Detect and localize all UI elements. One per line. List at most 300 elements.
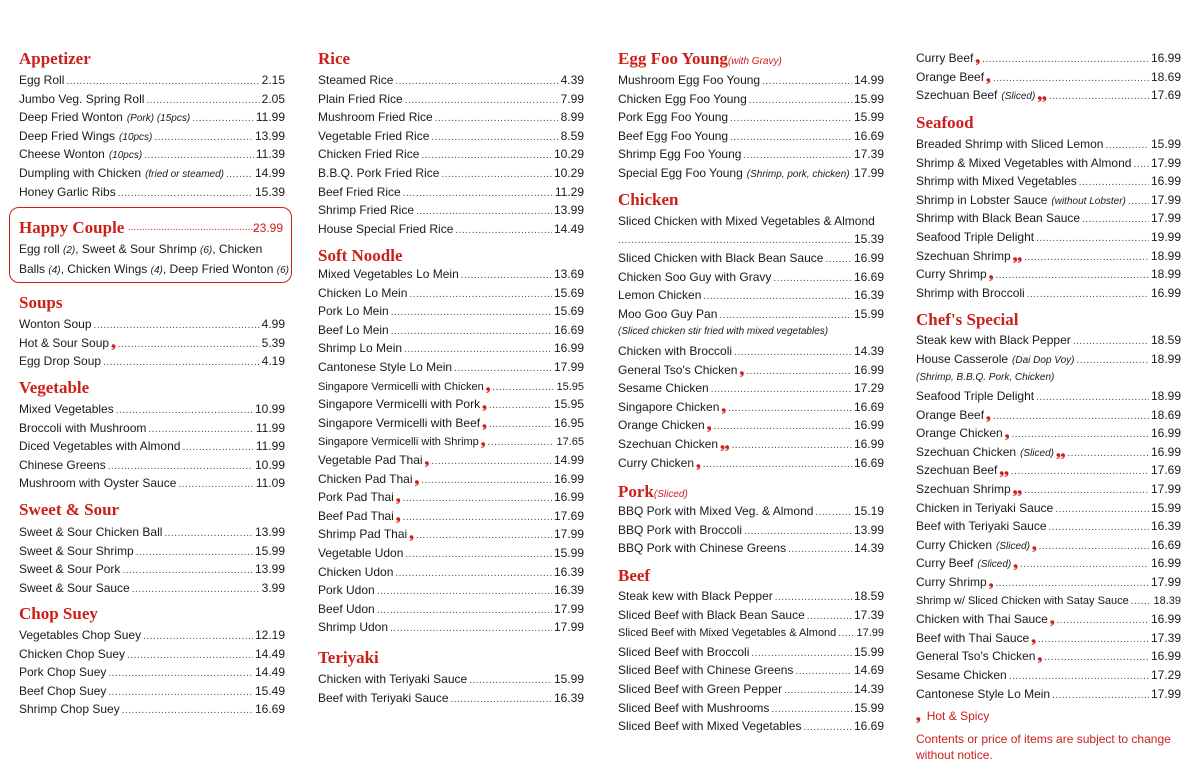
menu-item: [618, 681, 884, 699]
menu-item-price: 17.99: [553, 601, 584, 616]
menu-item: [916, 266, 1181, 284]
leader-dots: [743, 148, 852, 164]
menu-item-price: 5.39: [261, 335, 285, 350]
menu-item-name: Shrimp Fried Rice: [318, 203, 415, 218]
leader-dots: [703, 457, 852, 473]
chili-pepper-icon: ❟: [395, 490, 401, 505]
menu-item-name: Sesame Chicken: [916, 668, 1007, 682]
leader-dots: [795, 664, 852, 680]
menu-item-price: 15.99: [853, 306, 884, 321]
leader-dots: [469, 673, 552, 689]
menu-item-name: Breaded Shrimp with Sliced Lemon: [916, 137, 1104, 151]
chili-pepper-icon: ❟: [988, 267, 994, 282]
leader-dots: [416, 204, 552, 220]
leader-dots: [122, 703, 253, 719]
double-chili-pepper-icon: ❟❟: [1037, 88, 1047, 103]
menu-item-name: Mixed Vegetables: [19, 402, 114, 416]
menu-item-note: (Shrimp, pork, chicken): [746, 169, 850, 180]
leader-dots: [122, 563, 253, 579]
menu-item-price: 16.99: [1150, 444, 1181, 459]
menu-item-note: (Sliced): [1001, 91, 1036, 103]
menu-item-price: 16.99: [553, 341, 584, 356]
leader-dots: [1052, 688, 1149, 704]
leader-dots: [771, 702, 852, 718]
menu-item-name: Steak kew with Black Pepper: [618, 589, 773, 603]
menu-item-name: Chinese Greens: [19, 457, 106, 472]
menu-item: [19, 701, 285, 719]
leader-dots: [403, 491, 552, 507]
leader-dots: [377, 603, 552, 619]
menu-item-price: 16.39: [853, 288, 884, 303]
menu-item: [318, 109, 584, 127]
leader-dots: [784, 683, 852, 699]
leader-dots: [489, 398, 552, 414]
leader-dots: [226, 167, 253, 183]
chili-pepper-icon: ❟: [111, 335, 116, 350]
menu-item-name: Singapore Vermicelli with Chicken: [318, 380, 484, 393]
menu-item-price: 13.99: [553, 203, 584, 218]
menu-item: [916, 667, 1181, 685]
leader-dots: [1044, 650, 1149, 666]
menu-item-name: Sliced Beef with Mixed Vegetables: [618, 719, 802, 734]
leader-dots: [982, 52, 1149, 68]
leader-dots: [103, 355, 260, 371]
menu-item-price: 16.39: [553, 583, 584, 598]
chili-pepper-icon: ❟: [1004, 426, 1010, 441]
menu-item: [916, 285, 1181, 303]
menu-item: [318, 91, 584, 109]
menu-item-name: Chicken with Thai Sauce: [916, 612, 1048, 627]
menu-item-name: Sweet & Sour Shrimp: [19, 543, 134, 558]
leader-dots: [807, 609, 852, 625]
menu-item-price: 11.99: [255, 420, 285, 435]
menu-item: [916, 555, 1181, 573]
menu-item: [318, 564, 584, 582]
leader-dots: [1079, 175, 1149, 191]
leader-dots: [431, 454, 552, 470]
menu-item-price: 17.99: [853, 166, 884, 180]
menu-item-price: 16.95: [553, 415, 584, 430]
menu-item-price: 16.39: [553, 564, 584, 579]
menu-item-name: Cheese Wonton: [19, 147, 105, 162]
menu-item-price: 17.99: [1150, 211, 1181, 226]
menu-item-name: Orange Chicken: [916, 426, 1003, 441]
menu-item-price: 16.69: [853, 128, 884, 143]
menu-item: [318, 601, 584, 619]
double-chili-pepper-icon: ❟❟: [1055, 444, 1066, 459]
menu-item-price: 16.69: [853, 455, 884, 470]
menu-item-name: Vegetable Pad Thai: [318, 453, 423, 467]
menu-item-price: 15.19: [853, 504, 884, 518]
menu-item-name: Shrimp Udon: [318, 620, 389, 635]
menu-item: [618, 72, 884, 90]
menu-item: [916, 192, 1181, 210]
menu-item: [318, 378, 584, 396]
leader-dots: [488, 435, 555, 451]
menu-item-price: 15.99: [254, 543, 285, 558]
menu-item-price: 16.69: [254, 702, 285, 717]
menu-item-price: 8.99: [560, 110, 584, 125]
menu-item-price: 12.19: [254, 628, 285, 642]
menu-item-name: Chicken in Teriyaki Sauce: [916, 500, 1054, 515]
leader-dots: [391, 305, 552, 321]
menu-item-price: 11.39: [255, 147, 285, 162]
menu-item-name: Cantonese Style Lo Mein: [318, 360, 453, 374]
menu-item-price: 16.39: [553, 690, 584, 705]
menu-item-name: Shrimp Egg Foo Young: [618, 147, 742, 162]
menu-item-name: Chicken Egg Foo Young: [618, 91, 747, 106]
menu-item: [19, 165, 285, 183]
menu-item-name: Honey Garlic Ribs: [19, 184, 116, 199]
leader-dots: [421, 148, 552, 164]
menu-item-price: 15.99: [553, 672, 584, 686]
menu-item-price: 16.99: [853, 418, 884, 433]
menu-item: [318, 619, 584, 637]
menu-item-name: Shrimp Pad Thai: [318, 527, 408, 542]
leader-dots: [404, 342, 552, 358]
menu-item-price: 18.99: [1150, 351, 1181, 366]
menu-item: [318, 545, 584, 563]
leader-dots: [1036, 231, 1149, 247]
menu-item: [19, 580, 285, 598]
menu-item-name: Beef with Teriyaki Sauce: [916, 519, 1047, 534]
menu-item-name: BBQ Pork with Mixed Veg. & Almond: [618, 504, 814, 518]
chili-pepper-icon: ❟: [1013, 556, 1018, 571]
leader-dots: [993, 409, 1149, 425]
menu-item-name: Deep Fried Wonton: [19, 110, 123, 125]
menu-item-name: Beef Egg Foo Young: [618, 128, 729, 143]
menu-item-price: 17.39: [1150, 630, 1181, 645]
menu-item-price: 3.99: [261, 580, 285, 595]
menu-item-price: 17.69: [553, 508, 584, 523]
menu-item-name: Singapore Vermicelli with Beef: [318, 415, 481, 430]
leader-dots: [1049, 89, 1149, 105]
menu-item-price: 18.69: [1150, 407, 1181, 422]
menu-item: [318, 508, 584, 526]
leader-dots: [416, 528, 552, 544]
menu-item: [916, 444, 1181, 462]
menu-item-name: Orange Beef: [916, 69, 985, 84]
menu-item-name: Sliced Beef with Black Bean Sauce: [618, 607, 805, 622]
menu-item: [19, 401, 285, 419]
menu-item-price: 14.39: [853, 344, 884, 358]
section-title: Teriyaki: [318, 648, 379, 667]
menu-item-name: B.B.Q. Pork Fried Rice: [318, 166, 440, 180]
leader-dots: [118, 337, 260, 353]
menu-item: [318, 184, 584, 202]
leader-dots: [751, 646, 852, 662]
menu-item: [618, 662, 884, 680]
menu-item: [19, 353, 285, 371]
menu-item: [618, 165, 884, 183]
menu-item: [19, 524, 285, 542]
menu-item-name: Singapore Vermicelli with Shrimp: [318, 436, 479, 449]
leader-dots: [730, 111, 852, 127]
menu-item: [318, 471, 584, 489]
menu-item: [318, 303, 584, 321]
menu-item-name: Mushroom Fried Rice: [318, 110, 433, 125]
menu-item-note: (Sliced): [996, 540, 1030, 552]
menu-item-price: 18.39: [1153, 594, 1181, 607]
menu-item-name: Deep Fried Wings: [19, 128, 116, 143]
menu-item: [19, 146, 285, 164]
menu-item-price: 7.99: [560, 91, 584, 106]
menu-item-note: (10pcs): [108, 150, 143, 162]
leader-dots: [1038, 632, 1149, 648]
menu-item: [618, 718, 884, 736]
menu-item: [618, 625, 884, 642]
happy-couple-title: Happy Couple: [19, 218, 125, 237]
double-chili-pepper-icon: ❟❟: [1012, 248, 1023, 263]
menu-item-price: 4.99: [261, 317, 285, 331]
menu-item: [19, 335, 285, 353]
menu-item: [19, 475, 285, 493]
chili-pepper-icon: ❟: [482, 415, 487, 430]
menu-item-price: 17.39: [853, 607, 884, 622]
menu-item: [19, 627, 285, 645]
menu-item-name: Chicken Chop Suey: [19, 646, 126, 661]
menu-item-name: Egg Drop Soup: [19, 354, 102, 369]
menu-item: [916, 481, 1181, 499]
menu-item-price: 16.99: [553, 471, 584, 486]
menu-item-name: Singapore Chicken: [618, 399, 720, 414]
leader-dots: [1049, 520, 1149, 536]
leader-dots: [838, 626, 854, 642]
leader-dots: [1131, 594, 1152, 610]
menu-item: [318, 433, 584, 451]
menu-item-price: 17.69: [1150, 463, 1181, 478]
menu-item-price: 14.49: [254, 665, 285, 680]
menu-item: [916, 388, 1181, 406]
menu-item-name: Sliced Beef with Broccoli: [618, 644, 750, 659]
menu-item-price: 4.39: [560, 73, 584, 87]
leader-dots: [1067, 446, 1149, 462]
menu-item: [618, 109, 884, 127]
menu-item-name: General Tso's Chicken: [618, 362, 738, 377]
menu-item-name: Szechuan Beef: [916, 88, 998, 103]
menu-item-price: 17.29: [1150, 668, 1181, 682]
menu-item-price: 13.99: [254, 525, 285, 539]
menu-item-price: 2.05: [261, 91, 285, 106]
menu-item: [916, 500, 1181, 518]
menu-item: [318, 322, 584, 340]
leader-dots: [390, 621, 552, 637]
menu-item-price: 14.69: [853, 663, 884, 678]
menu-item-price: 17.99: [856, 627, 884, 640]
menu-item-name: Beef with Thai Sauce: [916, 630, 1030, 645]
leader-dots: [1039, 539, 1149, 555]
section-title: Chicken: [618, 190, 679, 209]
leader-dots: [1076, 353, 1148, 369]
menu-item-price: 16.99: [1150, 649, 1181, 664]
leader-dots: [405, 93, 559, 109]
menu-item-price: 17.65: [556, 436, 584, 449]
menu-item-name: Curry Beef: [916, 556, 974, 571]
menu-item: [916, 537, 1181, 555]
menu-item-name: Beef Pad Thai: [318, 508, 394, 523]
menu-item: [318, 285, 584, 303]
section-subtitle: (with Gravy): [727, 56, 782, 67]
menu-item-price: 17.99: [1150, 482, 1181, 496]
menu-item-name: House Special Fried Rice: [318, 221, 454, 236]
price-notice: Contents or price of items are subject to change without notice.: [916, 732, 1171, 762]
menu-item: [318, 526, 584, 544]
menu-item-name: Szechuan Chicken: [916, 444, 1017, 459]
leader-dots: [1036, 390, 1149, 406]
menu-item-price: 16.69: [853, 269, 884, 284]
menu-item-price: 10.29: [553, 147, 584, 162]
menu-item-price: 16.99: [1150, 285, 1181, 300]
leader-dots: [815, 505, 852, 521]
leader-dots: [489, 417, 552, 433]
menu-item: [19, 543, 285, 561]
menu-item-name: Curry Chicken: [618, 455, 695, 470]
happy-couple-price: 23.99: [252, 221, 283, 235]
menu-item: [916, 574, 1181, 592]
menu-item-price: 14.39: [853, 541, 884, 556]
menu-item-note: (fried or steamed): [145, 169, 224, 180]
menu-item-name: Chicken Lo Mein: [318, 285, 408, 300]
menu-item: [318, 340, 584, 358]
menu-item-name: Moo Goo Guy Pan: [618, 306, 718, 321]
menu-item: [618, 607, 884, 625]
menu-item-price: 14.49: [553, 221, 584, 236]
menu-item: [618, 128, 884, 146]
menu-item-price: 16.69: [853, 719, 884, 734]
menu-item-name: Broccoli with Mushroom: [19, 420, 147, 435]
menu-item: [916, 136, 1181, 154]
menu-item: [916, 593, 1181, 610]
chili-pepper-icon: ❟: [986, 407, 991, 422]
menu-item-name: Beef with Teriyaki Sauce: [318, 690, 449, 705]
menu-item-price: 15.69: [553, 285, 584, 300]
leader-dots: [730, 130, 852, 146]
menu-item-name: Sliced Beef with Chinese Greens: [618, 663, 794, 678]
menu-item-name: Egg Roll: [19, 73, 65, 87]
section-title: Pork(Sliced): [618, 482, 688, 501]
menu-item: [19, 91, 285, 109]
menu-item-price: 16.69: [853, 399, 884, 414]
menu-item-name: Jumbo Veg. Spring Roll: [19, 91, 145, 106]
menu-item-name: Special Egg Foo Young: [618, 166, 743, 180]
menu-item-price: 11.99: [255, 110, 285, 125]
leader-dots: [116, 403, 253, 419]
menu-item: [916, 210, 1181, 228]
leader-dots: [118, 186, 253, 202]
menu-item-name: Dumpling with Chicken: [19, 166, 142, 180]
section-title: Chop Suey: [19, 604, 98, 623]
menu-item: [19, 438, 285, 456]
menu-item-name: Shrimp with Mixed Vegetables: [916, 174, 1077, 189]
menu-item-price: 15.49: [254, 683, 285, 698]
leader-dots: [803, 720, 852, 736]
menu-item: [916, 407, 1181, 425]
menu-item: [618, 522, 884, 540]
menu-item-price: 2.15: [261, 73, 285, 87]
menu-item: [916, 50, 1181, 68]
leader-dots: [431, 130, 558, 146]
leader-dots: [749, 93, 852, 109]
double-chili-pepper-icon: ❟❟: [999, 463, 1009, 478]
menu-item-price: 14.99: [853, 73, 884, 87]
leader-dots: [711, 382, 852, 398]
leader-dots: [461, 268, 552, 284]
section-title: Sweet & Sour: [19, 500, 120, 519]
leader-dots: [788, 542, 852, 558]
leader-dots: [143, 629, 253, 645]
menu-item-price: 4.19: [261, 354, 285, 369]
menu-item: [916, 87, 1181, 105]
leader-dots: [618, 233, 852, 249]
menu-item-name: Steamed Rice: [318, 73, 394, 87]
menu-item-name: Chicken Pad Thai: [318, 471, 413, 486]
leader-dots: [1105, 138, 1149, 154]
happy-couple-description: Egg roll (2), Sweet & Sour Shrimp (6), Chicken Balls (4), Chicken Wings (4), Deep Fried Wonton (6): [19, 242, 289, 276]
menu-item-name: Beef Udon: [318, 601, 375, 616]
leader-dots: [1073, 334, 1149, 350]
menu-item-price: 11.29: [554, 184, 584, 199]
menu-item-name: Szechuan Shrimp: [916, 482, 1011, 496]
leader-dots: [1011, 464, 1149, 480]
menu-item-price: 17.99: [1150, 686, 1181, 701]
menu-item-price: 15.99: [1150, 137, 1181, 151]
menu-item: [916, 173, 1181, 191]
menu-item: [916, 686, 1181, 704]
menu-item: [618, 540, 884, 558]
menu-item-price: 18.99: [1150, 389, 1181, 403]
menu-item-name: Vegetables Chop Suey: [19, 628, 142, 642]
menu-item-name: Shrimp with Black Bean Sauce: [916, 211, 1081, 226]
leader-dots: [403, 510, 552, 526]
menu-item-name: Mushroom with Oyster Sauce: [19, 476, 177, 491]
happy-couple-box: [9, 207, 292, 283]
menu-item-name: Chicken Udon: [318, 564, 394, 579]
leader-dots: [108, 685, 253, 701]
leader-dots: [1020, 557, 1149, 573]
chili-pepper-icon: ❟: [485, 378, 491, 393]
leader-dots: [455, 223, 552, 239]
leader-dots: [154, 130, 253, 146]
menu-item-name: Seafood Triple Delight: [916, 230, 1035, 244]
menu-item: [19, 184, 285, 202]
menu-item-price: 10.99: [254, 402, 285, 416]
leader-dots: [1128, 194, 1149, 210]
menu-item-name: Curry Beef: [916, 51, 974, 65]
menu-item-name: Shrimp with Broccoli: [916, 285, 1025, 300]
menu-item: [916, 155, 1181, 173]
leader-dots: [421, 473, 552, 489]
menu-item: [916, 229, 1181, 247]
menu-item: [318, 489, 584, 507]
menu-item-name: Shrimp Chop Suey: [19, 702, 120, 717]
menu-item: [19, 561, 285, 579]
leader-dots: [441, 167, 552, 183]
menu-item-price: 16.99: [553, 490, 584, 505]
leader-dots: [728, 401, 852, 417]
menu-item-price: 14.99: [254, 166, 285, 180]
menu-item: [618, 380, 884, 398]
leader-dots: [409, 287, 552, 303]
menu-item-price: 14.49: [254, 646, 285, 661]
leader-dots: [773, 271, 852, 287]
menu-item-name: Curry Shrimp: [916, 575, 987, 589]
menu-item-price: 13.99: [853, 522, 884, 537]
chili-pepper-icon: ❟: [721, 399, 727, 414]
leader-dots: [136, 545, 253, 561]
menu-item-price: 13.69: [553, 267, 584, 281]
menu-item-price: 15.39: [853, 232, 884, 246]
menu-item: [618, 306, 884, 324]
